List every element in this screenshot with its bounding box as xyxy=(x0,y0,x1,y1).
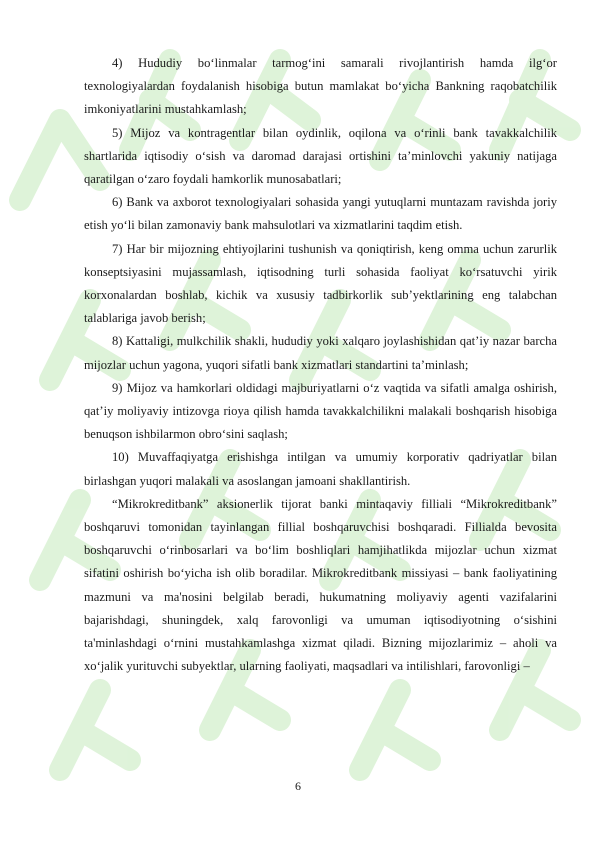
paragraph-item-5: 5) Mijoz va kontragentlar bilan oydinlik, oqilona va o‘rinli bank tavakkalchilik shartlarida iqtisodiy o‘sish va daromad darajasi ortishini ta’minlovchi yakuniy natijaga qaratilgan o‘zaro foydali hamkorlik munosabatlari; xyxy=(84,125,557,187)
paragraph-item-4: 4) Hududiy bo‘linmalar tarmog‘ini samarali rivojlantirish hamda ilg‘or texnologiyalardan foydalanish hisobiga butun mamlakat bo‘yicha Bankning raqobatchilik imkoniyatlarini mustahkamlash; xyxy=(84,56,557,117)
paragraph-mikrokreditbank: “Mikrokreditbank” aksionerlik tijorat banki mintaqaviy filliali “Mikrokreditbank” boshqaruvi tomonidan tayinlangan fillial boshqaruvchisi boshqaradi. Fillialda bevosita boshqaruvchi o‘rinbosarlari va bo‘lim boshliqlari hamjihatlikda mijozlar uchun xizmat sifatini oshirish bo‘yicha ish olib boradilar. Mikrokreditbank missiyasi – bank faoliyatining mazmuni va ma'nosini belgilab beradi, hukumatning moliyaviy agenti vazifalarini bajarishdagi, shuningdek, xalq farovonligi va umuman iqtisodiyotning o‘sishini ta'minlashdagi o‘rnini mustahkamlashga xizmat qiladi. Bizning mijozlarimiz – aholi va xo‘jalik yurituvchi subyektlar, ularning faoliyati, maqsadlari va intilishlari, farovonligi – xyxy=(84,496,557,674)
paragraph-item-9: 9) Mijoz va hamkorlari oldidagi majburiyatlarni o‘z vaqtida va sifatli amalga oshirish, qat’iy moliyaviy intizovga rioya qilish hamda tavakkalchilikni malakali boshqarish hisobiga benuqson ishbilarmon obro‘sini saqlash; xyxy=(84,380,557,442)
page-number: 6 xyxy=(295,779,301,793)
document-body xyxy=(84,52,557,678)
paragraph-item-10: 10) Muvaffaqiyatga erishishga intilgan va umumiy korporativ qadriyatlar bilan birlashgan yuqori malakali va asoslangan jamoani shakllantirish. xyxy=(84,450,557,488)
paragraph-item-6: 6) Bank va axborot texnologiyalari sohasida yangi yutuqlarni muntazam ravishda joriy etish yo‘li bilan zamonaviy bank mahsulotlari va xizmatlarini taqdim etish. xyxy=(84,195,557,233)
paragraph-item-7: 7) Har bir mijozning ehtiyojlarini tushunish va qoniqtirish, keng omma uchun zarurlik konseptsiyasini mujassamlash, iqtisodning turli sohasida faoliyat ko‘rsatuvchi yirik korxonalardan boshlab, kichik va xususiy tadbirkorlik sub’yektlarining eng talabchan talablariga javob berish; xyxy=(84,241,557,326)
paragraph-item-8: 8) Kattaligi, mulkchilik shakli, hududiy yoki xalqaro joylashishidan qat’iy nazar barcha mijozlar uchun yagona, yuqori sifatli bank xizmatlari standartini ta’minlash; xyxy=(84,334,557,372)
